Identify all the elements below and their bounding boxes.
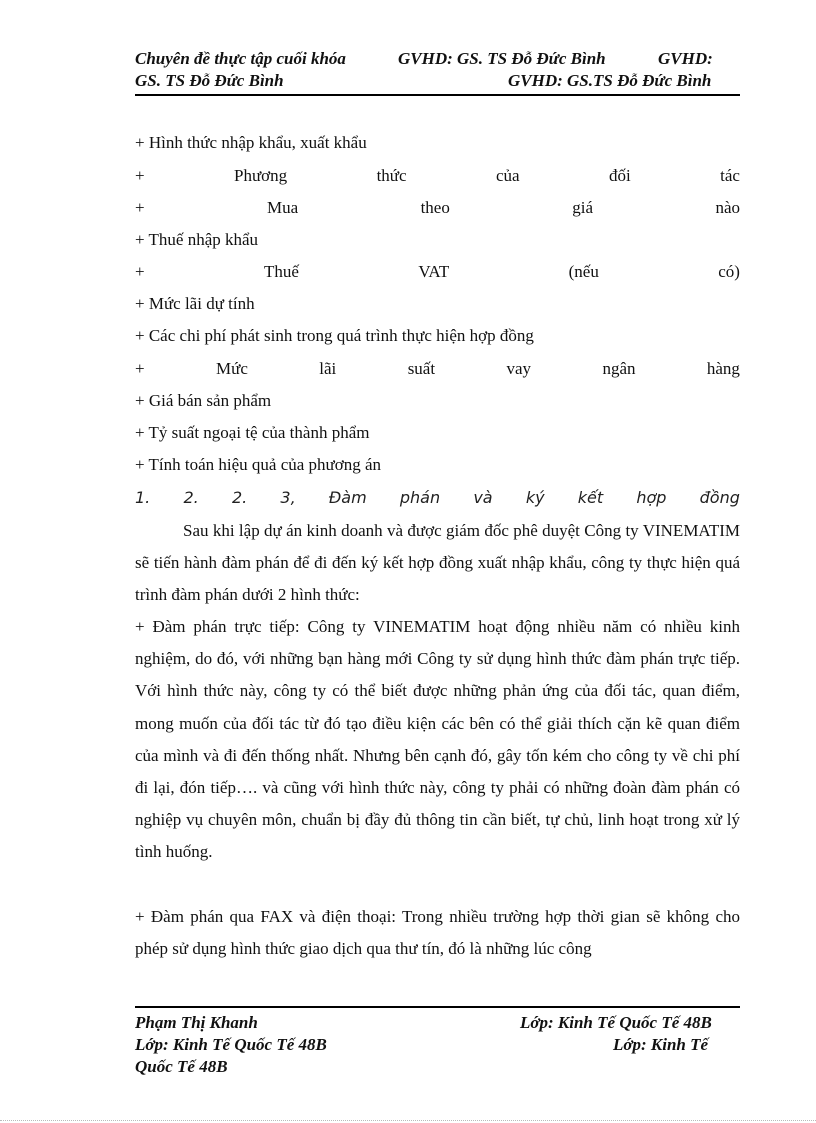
section-heading (135, 488, 740, 507)
bullet-sale-price: + Giá bán sản phẩm (135, 391, 272, 410)
word: 2. (231, 488, 248, 507)
footer-rule (135, 1006, 740, 1008)
word: giá (572, 198, 594, 217)
word: phán (399, 488, 441, 507)
footer-class: Lớp: Kinh Tế Quốc Tế 48B (520, 1013, 712, 1032)
word: nào (715, 198, 740, 217)
header-rule (135, 94, 740, 96)
word: hợp (636, 488, 667, 507)
footer-class-3: Lớp: Kinh Tế (613, 1035, 709, 1054)
bullet-efficiency: + Tính toán hiệu quả của phương án (135, 455, 382, 474)
word: 2. (183, 488, 199, 507)
bullet-purchase-price (135, 198, 740, 218)
word: đồng (699, 488, 740, 507)
word: VAT (418, 262, 450, 281)
word: thức (376, 166, 407, 185)
word: ký (525, 488, 545, 507)
word: Phương (234, 166, 288, 185)
bullet-costs: + Các chi phí phát sinh trong quá trình thực hiện hợp đồng (135, 326, 534, 345)
word: đối (608, 166, 631, 185)
page-edge (0, 1120, 816, 1121)
footer-author: Phạm Thị Khanh (135, 1013, 258, 1032)
paragraph-intro: Sau khi lập dự án kinh doanh và được giám đốc phê duyệt Công ty VINEMATIM sẽ tiến hành đàm phán để đi đến ký kết hợp đồng xuất nhập khẩu, công ty thực hiện quá trình đàm phán dưới 2 hình thức: (135, 521, 740, 605)
word: + (135, 198, 145, 217)
word: + (135, 166, 145, 185)
word: Đàm (328, 488, 367, 507)
word: Thuế (264, 262, 299, 281)
word: hàng (706, 359, 740, 378)
word: theo (420, 198, 450, 217)
word: lãi (319, 359, 337, 378)
bullet-vat (135, 262, 740, 282)
word: (nếu (568, 262, 599, 281)
header-advisor: GVHD: GS. TS Đỗ Đức Bình (398, 49, 606, 68)
paragraph-direct-negotiation: + Đàm phán trực tiếp: Công ty VINEMATIM hoạt động nhiều năm có nhiều kinh nghiệm, do đó, với những bạn hàng mới Công ty sử dụng hình thức đàm phán trực tiếp. Với hình thức này, công ty có thể biết được những phản ứng của đối tác, quan điểm, mong muốn của đối tác từ đó tạo điều kiện các bên có thể giải thích cặn kẽ quan điểm của mình và đi đến thống nhất. Nhưng bên cạnh đó, gây tốn kém cho công ty về chi phí đi lại, đón tiếp…. và cũng với hình thức này, công ty phải có những đoàn đàm phán có nghiệp vụ chuyên môn, chuẩn bị đầy đủ thông tin cần biết, tự chủ, linh hoạt trong xử lý tình huống. (135, 617, 740, 862)
footer-class-2: Lớp: Kinh Tế Quốc Tế 48B (135, 1035, 327, 1054)
word: 3, (280, 488, 296, 507)
word: của (495, 166, 520, 185)
word: tác (720, 166, 740, 185)
bullet-expected-profit: + Mức lãi dự tính (135, 294, 255, 313)
bullet-import-tax: + Thuế nhập khẩu (135, 230, 259, 249)
word: 1. (135, 488, 151, 507)
word: + (135, 359, 145, 378)
header-advisor-2: GVHD: GS.TS Đỗ Đức Bình (508, 71, 712, 90)
word: kết (577, 488, 604, 507)
bullet-partner-method (135, 166, 740, 186)
word: và (473, 488, 493, 507)
bullet-fx-rate: + Tỷ suất ngoại tệ của thành phẩm (135, 423, 370, 442)
word: ngân (602, 359, 636, 378)
paragraph-fax-negotiation: + Đàm phán qua FAX và điện thoại: Trong nhiều trường hợp thời gian sẽ không cho phép sử dụng hình thức giao dịch qua thư tín, đó là những lúc công (135, 907, 740, 959)
word: Mua (267, 198, 299, 217)
header-advisor-label: GVHD: (658, 49, 713, 68)
bullet-import-export: + Hình thức nhập khẩu, xuất khẩu (135, 133, 367, 152)
word: vay (506, 359, 532, 378)
bullet-loan-rate (135, 359, 740, 379)
word: Mức (216, 359, 248, 378)
footer-class-3-cont: Quốc Tế 48B (135, 1057, 228, 1076)
header-advisor-name: GS. TS Đỗ Đức Bình (135, 71, 284, 90)
word: suất (407, 359, 436, 378)
word: + (135, 262, 145, 281)
header-title: Chuyên đề thực tập cuối khóa (135, 49, 346, 68)
word: có) (718, 262, 740, 281)
